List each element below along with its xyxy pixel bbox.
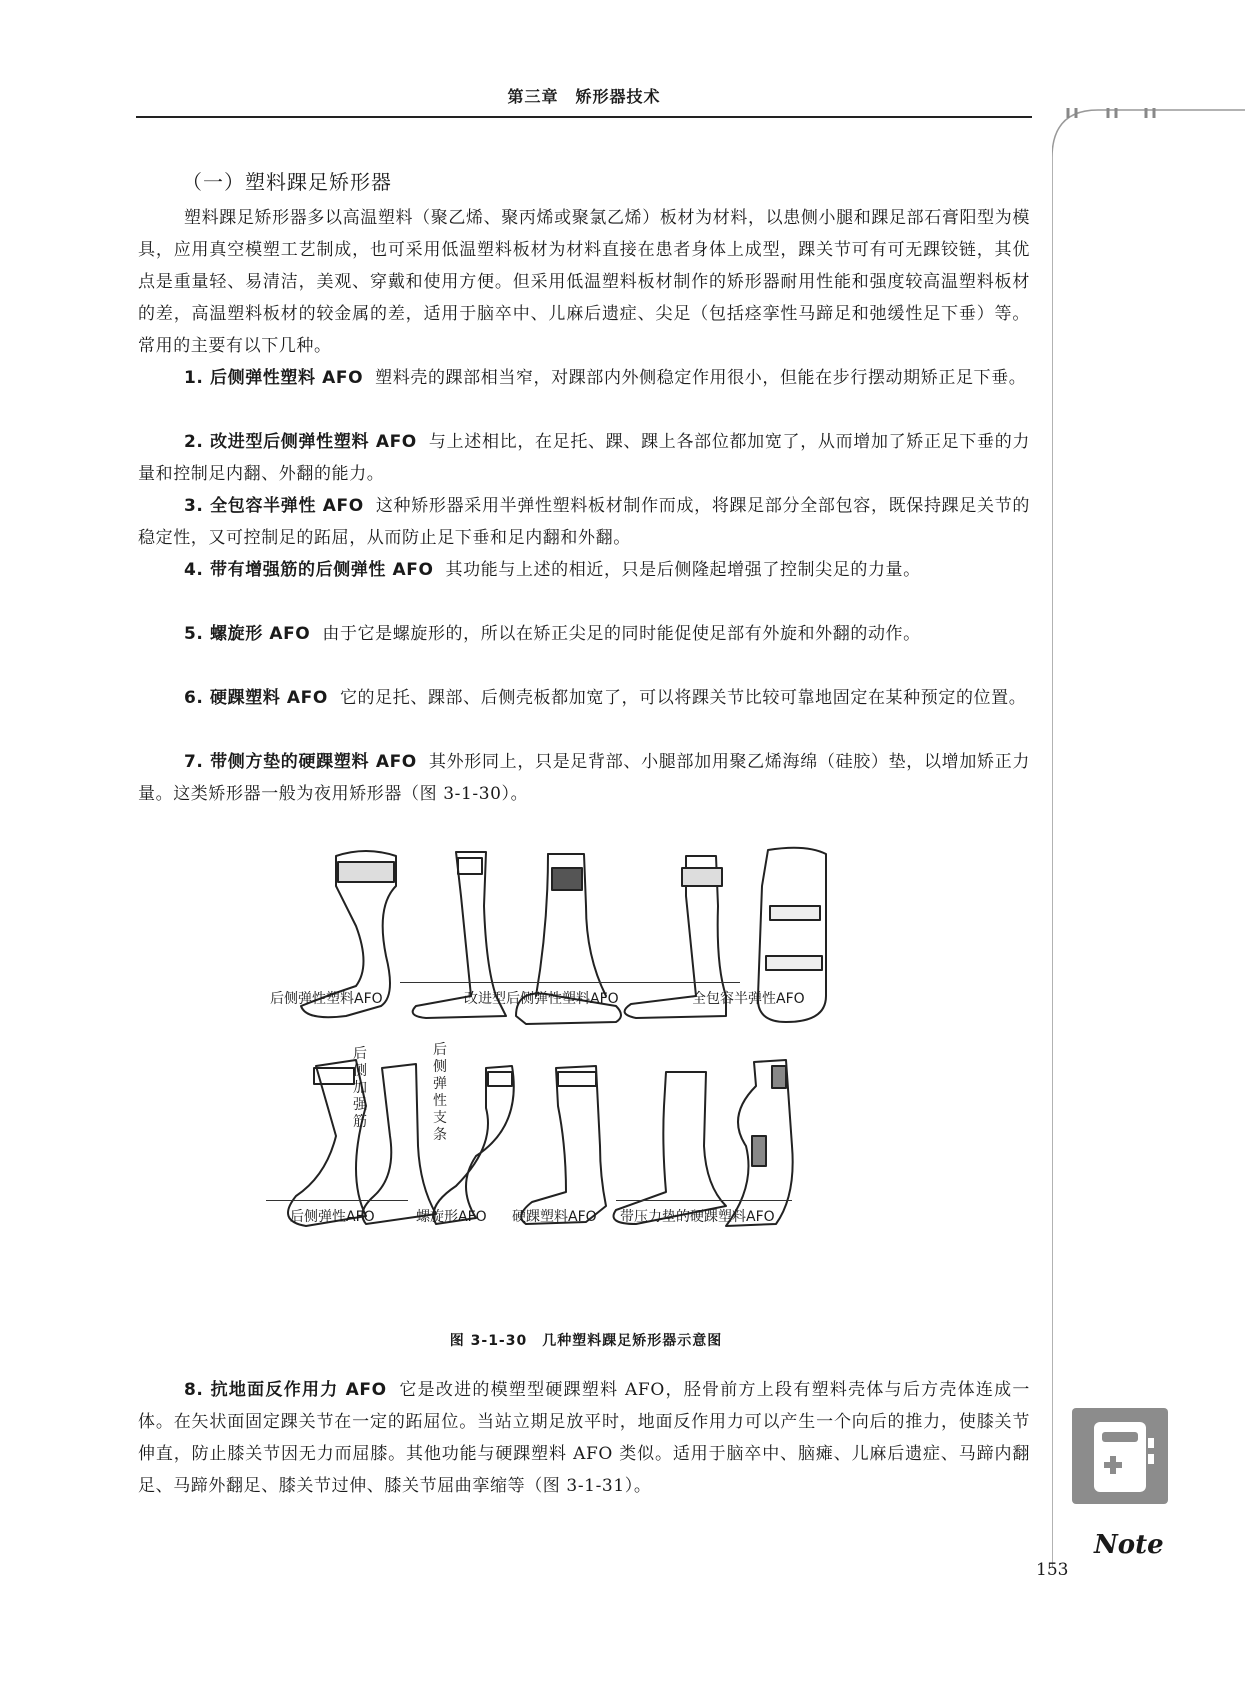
- note-label: Note: [1094, 1530, 1164, 1560]
- figure-label: 改进型后侧弹性塑料AFO: [464, 991, 619, 1007]
- figure-label: 后侧弹性塑料AFO: [270, 991, 383, 1007]
- figure-group-line: [400, 982, 740, 983]
- list-item: 5. 螺旋形 AFO 由于它是螺旋形的，所以在矫正尖足的同时能促使足部有外旋和外翻的动作。: [184, 624, 921, 644]
- list-item: 4. 带有增强筋的后侧弹性 AFO 其功能与上述的相近，只是后侧隆起增强了控制尖足的力量。: [184, 560, 921, 580]
- figure-label: 硬踝塑料AFO: [512, 1209, 597, 1225]
- header-rule: [136, 116, 1032, 118]
- section-title: （一）塑料踝足矫形器: [182, 170, 392, 194]
- page-number: 153: [1036, 1560, 1069, 1580]
- margin-decoration: [1052, 108, 1245, 1568]
- afo-rigid-ankle-illustration: [521, 1066, 606, 1224]
- list-item: 3. 全包容半弹性 AFO 这种矫形器采用半弹性塑料板材制作而成，将踝足部分全部包容，既保持踝足关节的稳定性，又可控制足的跖屈，从而防止足下垂和足内翻和外翻。: [138, 496, 1030, 548]
- figure-group-line: [616, 1200, 792, 1201]
- figure-label: 带压力垫的硬踝塑料AFO: [620, 1209, 775, 1225]
- figure-label: 后侧弹性AFO: [290, 1209, 375, 1225]
- list-item: 8. 抗地面反作用力 AFO 它是改进的模塑型硬踝塑料 AFO，胫骨前方上段有塑料壳体与后方壳体连成一体。在矢状面固定踝关节在一定的跖屈位。当站立期足放平时，地面反作用力可以产生一个向后的推力，使膝关节伸直，防止膝关节因无力而屈膝。其他功能与硬踝塑料 AFO 类似。适用于脑卒中、脑瘫、儿麻后遗症、马蹄内翻足、马蹄外翻足、膝关节过伸、膝关节屈曲挛缩等（图 3-1-31）。: [138, 1380, 1030, 1496]
- chapter-header: 第三章 矫形器技术: [507, 87, 661, 106]
- afo-pressure-pad-illustration: [614, 1060, 793, 1226]
- afo-illustrations: [286, 846, 886, 1316]
- note-icon: [1072, 1408, 1168, 1504]
- list-item: 2. 改进型后侧弹性塑料 AFO 与上述相比，在足托、踝、踝上各部位都加宽了，从而增加了矫正足下垂的力量和控制足内翻、外翻的能力。: [138, 432, 1030, 484]
- intro-paragraph: 塑料踝足矫形器多以高温塑料（聚乙烯、聚丙烯或聚氯乙烯）板材为材料，以患侧小腿和踝足部石膏阳型为模具，应用真空模塑工艺制成，也可采用低温塑料板材为材料直接在患者身体上成型，踝关节可有可无踝铰链，其优点是重量轻、易清洁，美观、穿戴和使用方便。但采用低温塑料板材制作的矫形器耐用性能和强度较高温塑料板材的差，高温塑料板材的较金属的差，适用于脑卒中、儿麻后遗症、尖足（包括痉挛性马蹄足和弛缓性足下垂）等。常用的主要有以下几种。: [138, 208, 1030, 356]
- list-item: 6. 硬踝塑料 AFO 它的足托、踝部、后侧壳板都加宽了，可以将踝关节比较可靠地固定在某种预定的位置。: [184, 688, 1027, 708]
- afo-figure: [270, 846, 886, 1316]
- figure-label: 螺旋形AFO: [416, 1209, 487, 1225]
- figure-group-line: [266, 1200, 408, 1201]
- figure-caption: 图 3-1-30 几种塑料踝足矫形器示意图: [449, 1333, 723, 1349]
- list-item: 7. 带侧方垫的硬踝塑料 AFO 其外形同上，只是足背部、小腿部加用聚乙烯海绵（硅胶）垫，以增加矫正力量。这类矫形器一般为夜用矫形器（图 3-1-30）。: [138, 752, 1030, 804]
- figure-label: 全包容半弹性AFO: [692, 991, 805, 1007]
- list-item: 1. 后侧弹性塑料 AFO 塑料壳的踝部相当窄，对踝部内外侧稳定作用很小，但能在步行摆动期矫正足下垂。: [184, 368, 1027, 388]
- figure-vertical-label: 后侧加强筋: [353, 1046, 367, 1130]
- figure-vertical-label: 后侧弹性支条: [433, 1042, 447, 1143]
- notebook-icon: [1072, 1408, 1168, 1504]
